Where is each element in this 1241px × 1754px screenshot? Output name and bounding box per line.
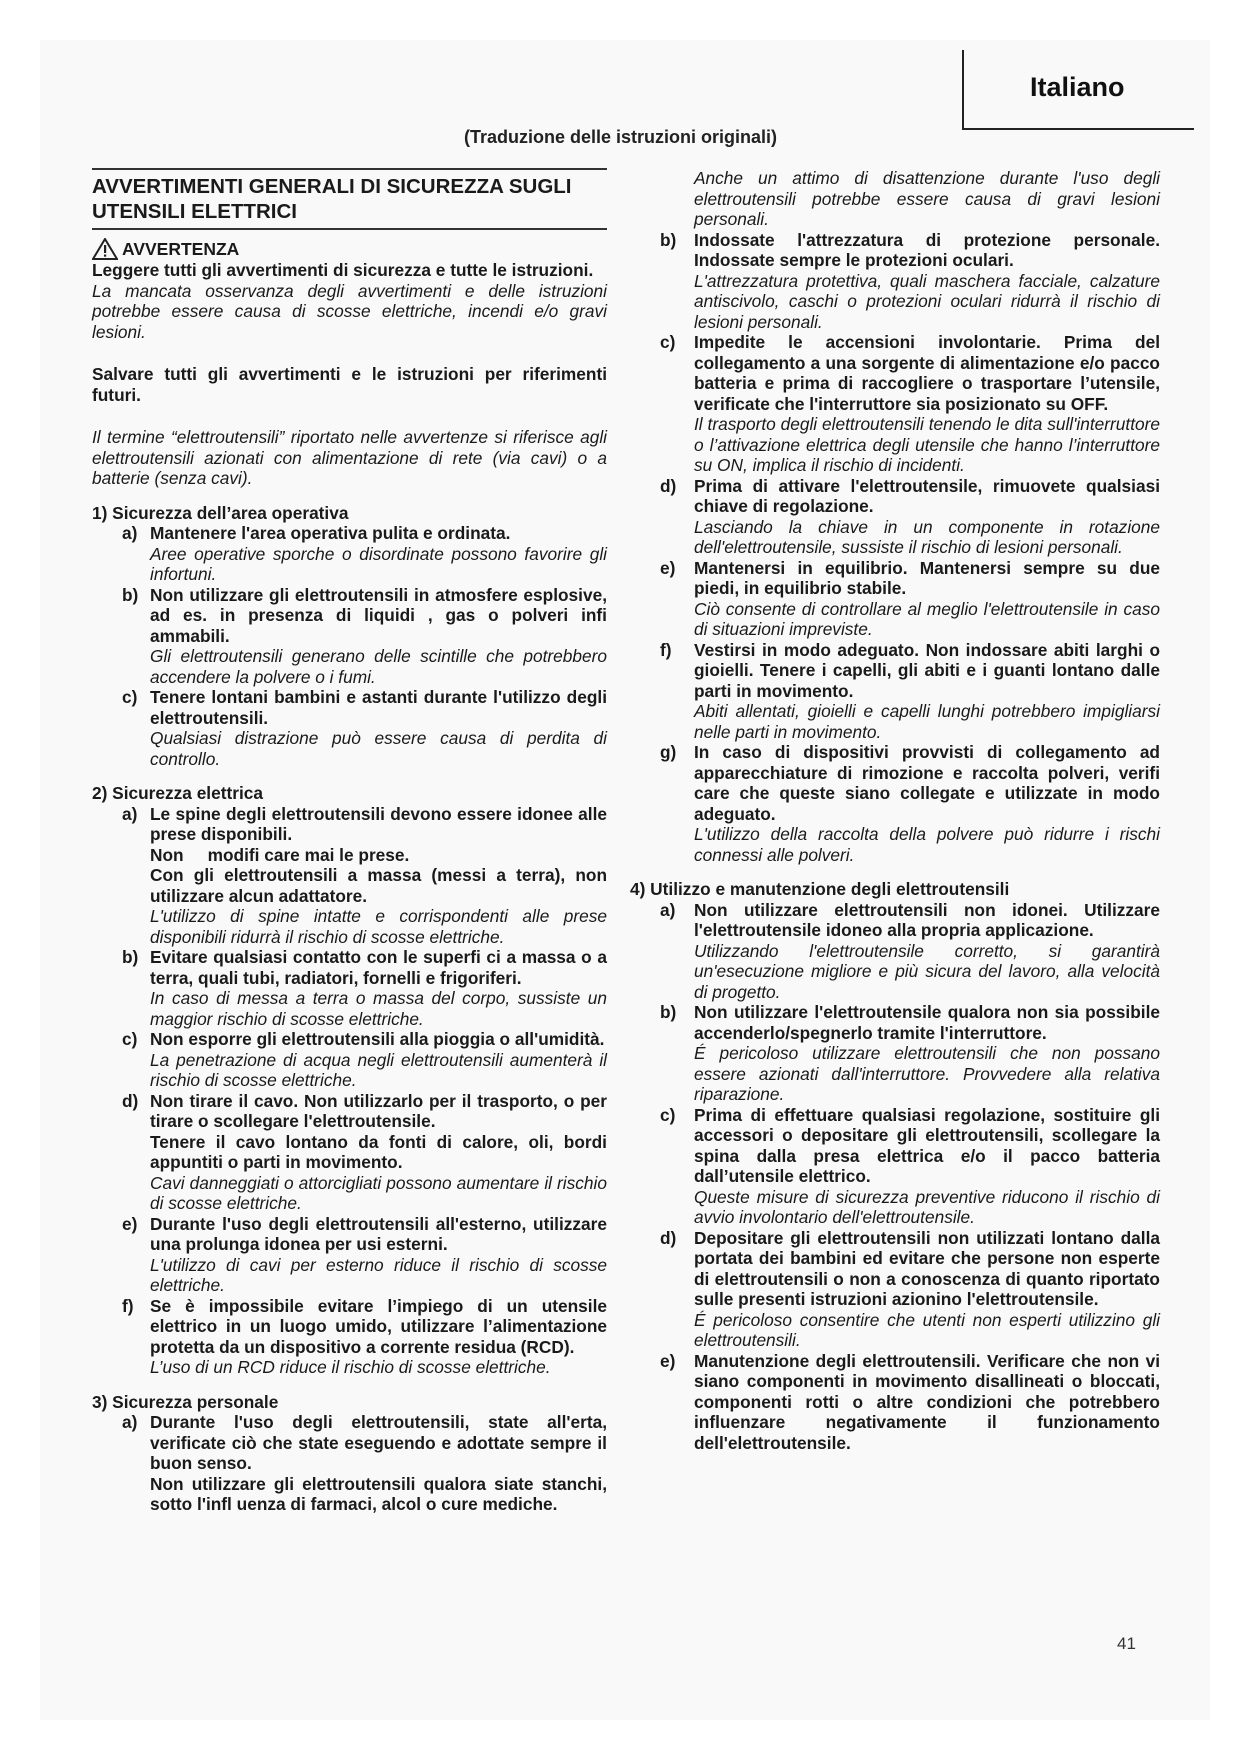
section-title: AVVERTIMENTI GENERALI DI SICUREZZA SUGLI UTENSILI ELETTRICI [92, 168, 607, 230]
list-item: a) Non utilizzare elettroutensili non idonei. Utilizzare l'elettroutensile idoneo alla propria applicazione. Utilizzando l'elettroutensile corretto, si garantirà un'esecuzione migliore e più sicura del lavoro, alla velocità di progetto. [660, 899, 1160, 1002]
list-item: d) Depositare gli elettroutensili non utilizzati lontano dalla portata dei bambini ed evitare che persone non esperte di elettroutensili o non a conoscenza di quanto riportato sulle presenti istruzioni azionino l'elettroutensile. É pericoloso consentire che utenti non esperti utilizzino gli elettroutensili. [660, 1227, 1160, 1350]
warning-triangle-icon [92, 238, 118, 260]
list-item: a) Le spine degli elettroutensili devono essere idonee alle prese disponibili. Non modifi care mai le prese. Con gli elettroutensili a massa (messi a terra), non utilizzare alcun adattatore. L'utilizzo di spine intatte e corrispondenti alle prese disponibili ridurrà il rischio di scosse elettriche. [122, 803, 607, 947]
list-item: f) Vestirsi in modo adeguato. Non indossare abiti larghi o gioielli. Tenere i capelli, gli abiti e i guanti lontano dalle parti in movimento. Abiti allentati, gioielli e capelli lunghi potrebbero impigliarsi nelle parti in movimento. [660, 639, 1160, 742]
list-item: b) Evitare qualsiasi contatto con le superfi ci a massa o a terra, quali tubi, radiatori, fornelli e frigoriferi. In caso di messa a terra o massa del corpo, sussiste un maggior rischio di scosse elettriche. [122, 947, 607, 1029]
section-2-title: 2) Sicurezza elettrica [92, 783, 263, 803]
list-item: e) Mantenersi in equilibrio. Mantenersi sempre su due piedi, in equilibrio stabile. Ciò consente di controllare al meglio l'elettroutensile in caso di situazioni impreviste. [660, 557, 1160, 639]
list-item: b) Non utilizzare gli elettroutensili in atmosfere esplosive, ad es. in presenza di liquidi , gas o polveri infi ammabili. Gli elettroutensili generano delle scintille che potrebbero accendere la polvere o i fumi. [122, 584, 607, 687]
list-item: a) Mantenere l'area operativa pulita e ordinata. Aree operative sporche o disordinate possono favorire gli infortuni. [122, 523, 607, 584]
list-item: e) Manutenzione degli elettroutensili. Verificare che non vi siano componenti in movimento disallineati o bloccati, componenti rotti o altre condizioni che potrebbero influenzare negativamente il funzionamento dell'elettroutensile. [660, 1350, 1160, 1453]
section-3-title: 3) Sicurezza personale [92, 1391, 279, 1412]
section-4-title: 4) Utilizzo e manutenzione degli elettroutensili [630, 879, 1010, 899]
list-item: d) Prima di attivare l'elettroutensile, rimuovete qualsiasi chiave di regolazione. Lasciando la chiave in un componente in rotazione dell'elettroutensile, sussiste il rischio di lesioni personali. [660, 475, 1160, 557]
list-item: c) Impedite le accensioni involontarie. Prima del collegamento a una sorgente di alimentazione e/o pacco batteria e prima di raccogliere o trasportare l’utensile, verificate che l'interruttore sia posizionato su OFF. Il trasporto degli elettroutensili tenendo le dita sull'interruttore o l’attivazione elettrica degli utensile che hanno l’interruttore su ON, implica il rischio di incidenti. [660, 332, 1160, 475]
translation-subtitle: (Traduzione delle istruzioni originali) [463, 127, 778, 147]
intro-italic: La mancata osservanza degli avvertimenti e delle istruzioni potrebbe essere causa di scosse elettriche, incendi e/o gravi lesioni. [92, 280, 607, 342]
left-column [92, 168, 607, 1515]
language-tab-border [962, 50, 964, 130]
list-item: f) Se è impossibile evitare l’impiego di un utensile elettrico in un luogo umido, utilizzare l’alimentazione protetta da un dispositivo a corrente residua (RCD). L’uso di un RCD riduce il rischio di scosse elettriche. [122, 1295, 607, 1377]
intro-bold: Leggere tutti gli avvertimenti di sicurezza e tutte le istruzioni. [92, 260, 594, 280]
list-item: a) Durante l'uso degli elettroutensili, state all'erta, verificate ciò che state eseguendo e adottate sempre il buon senso. Non utilizzare gli elettroutensili qualora siate stanchi, sotto l'infl uenza di farmaci, alcol o cure mediche. [122, 1412, 607, 1514]
continued-italic: Anche un attimo di disattenzione durante l'uso degli elettroutensili potrebbe essere causa di gravi lesioni personali. [694, 168, 1160, 229]
list-item: b) Non utilizzare l'elettroutensile qualora non sia possibile accenderlo/spegnerlo tramite l'interruttore. É pericoloso utilizzare elettroutensili che non possano essere azionati dall'interruttore. Provvedere alla relativa riparazione. [660, 1002, 1160, 1104]
list-item: c) Prima di effettuare qualsiasi regolazione, sostituire gli accessori o depositare gli elettroutensili, scollegare la spina dalla presa elettrica e/o il pacco batteria dall’utensile elettrico. Queste misure di sicurezza preventive riducono il rischio di avvio involontario dell'elettroutensile. [660, 1104, 1160, 1227]
page-number: 41 [1117, 1634, 1136, 1653]
list-item: b) Indossate l'attrezzatura di protezione personale. Indossate sempre le protezioni oculari. L'attrezzatura protettiva, quali maschera facciale, calzature antiscivolo, caschi o protezioni oculari ridurrà il rischio di lesioni personali. [660, 229, 1160, 332]
warning-heading [92, 238, 607, 260]
warning-label: AVVERTENZA [122, 238, 240, 259]
list-item: c) Tenere lontani bambini e astanti durante l'utilizzo degli elettroutensili. Qualsiasi distrazione può essere causa di perdita di controllo. [122, 687, 607, 769]
list-item: g) In caso di dispositivi provvisti di collegamento ad apparecchiature di rimozione e raccolta polveri, verifi care che queste siano collegate e utilizzate in modo adeguato. L'utilizzo della raccolta della polvere può ridurre i rischi connessi alle polveri. [660, 742, 1160, 865]
list-item: e) Durante l'uso degli elettroutensili all'esterno, utilizzare una prolunga idonea per usi esterni. L'utilizzo di cavi per esterno riduce il rischio di scosse elettriche. [122, 1213, 607, 1295]
language-label: Italiano [1030, 72, 1125, 102]
list-item: d) Non tirare il cavo. Non utilizzarlo per il trasporto, o per tirare o scollegare l'elettroutensile. Tenere il cavo lontano da fonti di calore, oli, bordi appuntiti o parti in movimento. Cavi danneggiati o attorcigliati possono aumentare il rischio di scosse elettriche. [122, 1090, 607, 1213]
section-1-title: 1) Sicurezza dell’area operativa [92, 502, 349, 523]
list-item: c) Non esporre gli elettroutensili alla pioggia o all'umidità. La penetrazione di acqua negli elettroutensili aumenterà il rischio di scosse elettriche. [122, 1029, 607, 1090]
save-instructions: Salvare tutti gli avvertimenti e le istruzioni per riferimenti futuri. [92, 364, 607, 405]
term-definition: Il termine “elettroutensili” riportato nelle avvertenze si riferisce agli elettroutensili azionati con alimentazione di rete (via cavi) o a batterie (senza cavi). [92, 427, 607, 488]
right-column [630, 168, 1160, 1453]
